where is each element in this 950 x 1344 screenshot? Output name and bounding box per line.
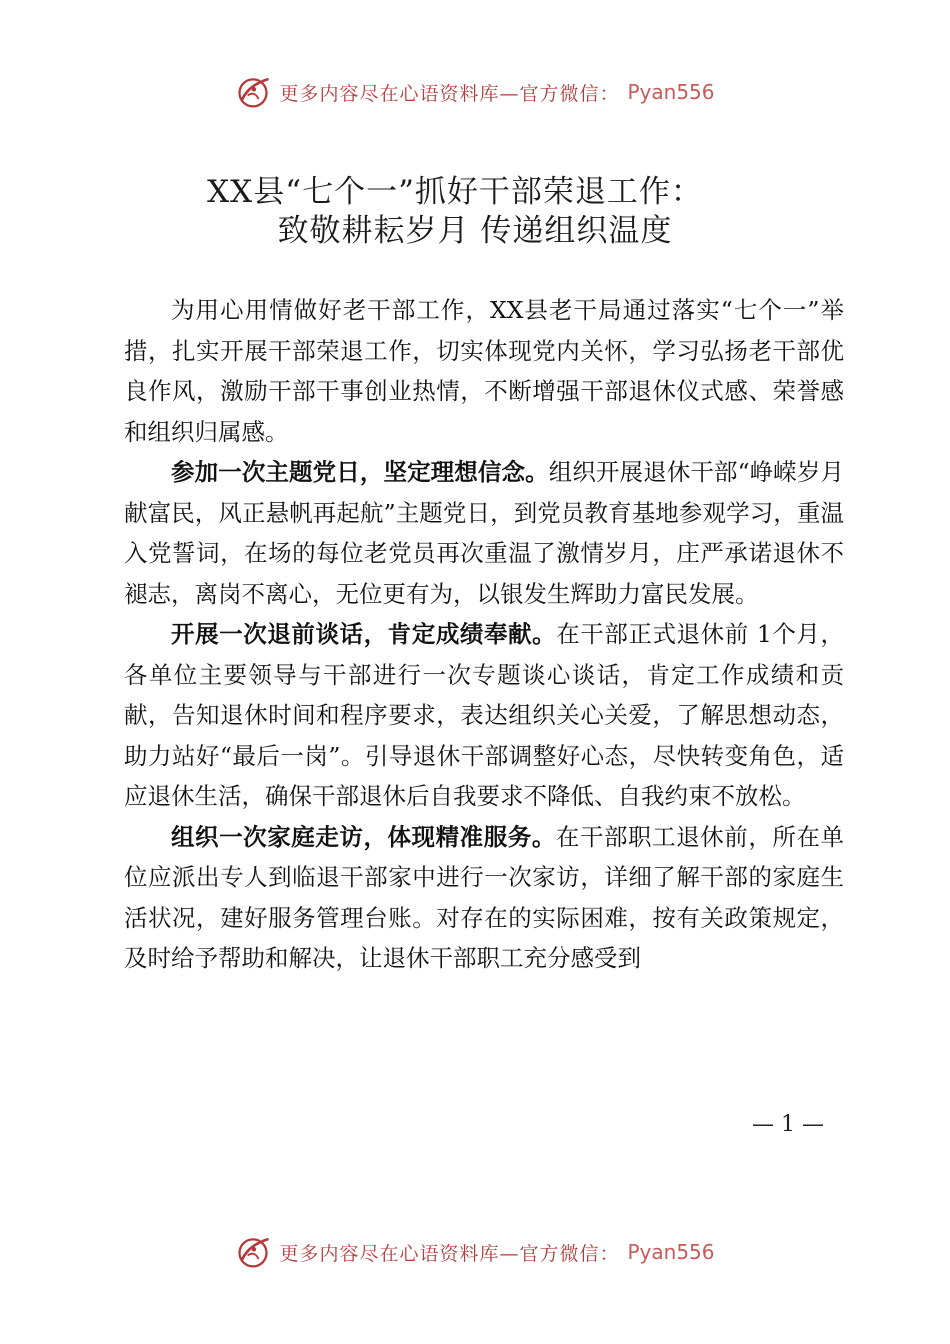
paragraph-heading: 开展一次退前谈话，肯定成绩奉献。: [171, 620, 557, 648]
document-title-line-1: XX县“七个一”抓好干部荣退工作：: [207, 174, 703, 210]
watermark-wechat-id: Pyan556: [627, 1240, 715, 1264]
watermark-text: 更多内容尽在心语资料库—官方微信：: [279, 82, 620, 105]
paragraph-heading: 参加一次主题党日，坚定理想信念。: [171, 458, 549, 486]
watermark-footer: [0, 1232, 950, 1272]
paragraph-home-visit: [124, 817, 844, 979]
paragraph-party-day: [124, 452, 844, 614]
paragraph-text: 组织开展退休干部“峥嵘岁月献富民，风正悬帆再起航”主题党日，到党员教育基地参观学习，重温入党誓词，在场的每位老党员再次重温了激情岁月，庄严承诺退休不褪志，离岗不离心，无位更有为，以银发生辉助力富民发展。: [124, 458, 845, 608]
paragraph-text: 为用心用情做好老干部工作，XX县老干局通过落实“七个一”举措，扎实开展干部荣退工作，切实体现党内关怀，学习弘扬老干部优良作风，激励干部干事创业热情，不断增强干部退休仪式感、荣誉感和组织归属感。: [124, 296, 844, 446]
paragraph-heading: 组织一次家庭走访，体现精准服务。: [171, 822, 556, 851]
paragraph-text: 在干部正式退休前 1个月，各单位主要领导与干部进行一次专题谈心谈话，肯定工作成绩和贡献，告知退休时间和程序要求，表达组织关心关爱，了解思想动态，助力站好“最后一岗”。引导退休干部调整好心态，尽快转变角色，适应退休生活，确保干部退休后自我要求不降低、自我约束不放松。: [124, 620, 844, 810]
paragraph-pre-retirement-talk: [124, 614, 844, 817]
watermark-text: 更多内容尽在心语资料库—官方微信：: [279, 1242, 620, 1265]
watermark-wechat-id: Pyan556: [627, 80, 715, 104]
watermark-header: [0, 72, 950, 112]
page-number: — 1 —: [752, 1112, 824, 1137]
brand-logo-icon: [235, 74, 271, 110]
brand-logo-icon: [235, 1234, 271, 1270]
document-title-line-2: 致敬耕耘岁月 传递组织温度: [277, 213, 673, 249]
paragraph-text: 在干部职工退休前，所在单位应派出专人到临退干部家中进行一次家访，详细了解干部的家庭生活状况，建好服务管理台账。对存在的实际困难，按有关政策规定，及时给予帮助和解决，让退休干部职工充分感受到: [124, 822, 845, 972]
paragraph-intro: [124, 290, 844, 452]
document-body: [124, 290, 844, 979]
